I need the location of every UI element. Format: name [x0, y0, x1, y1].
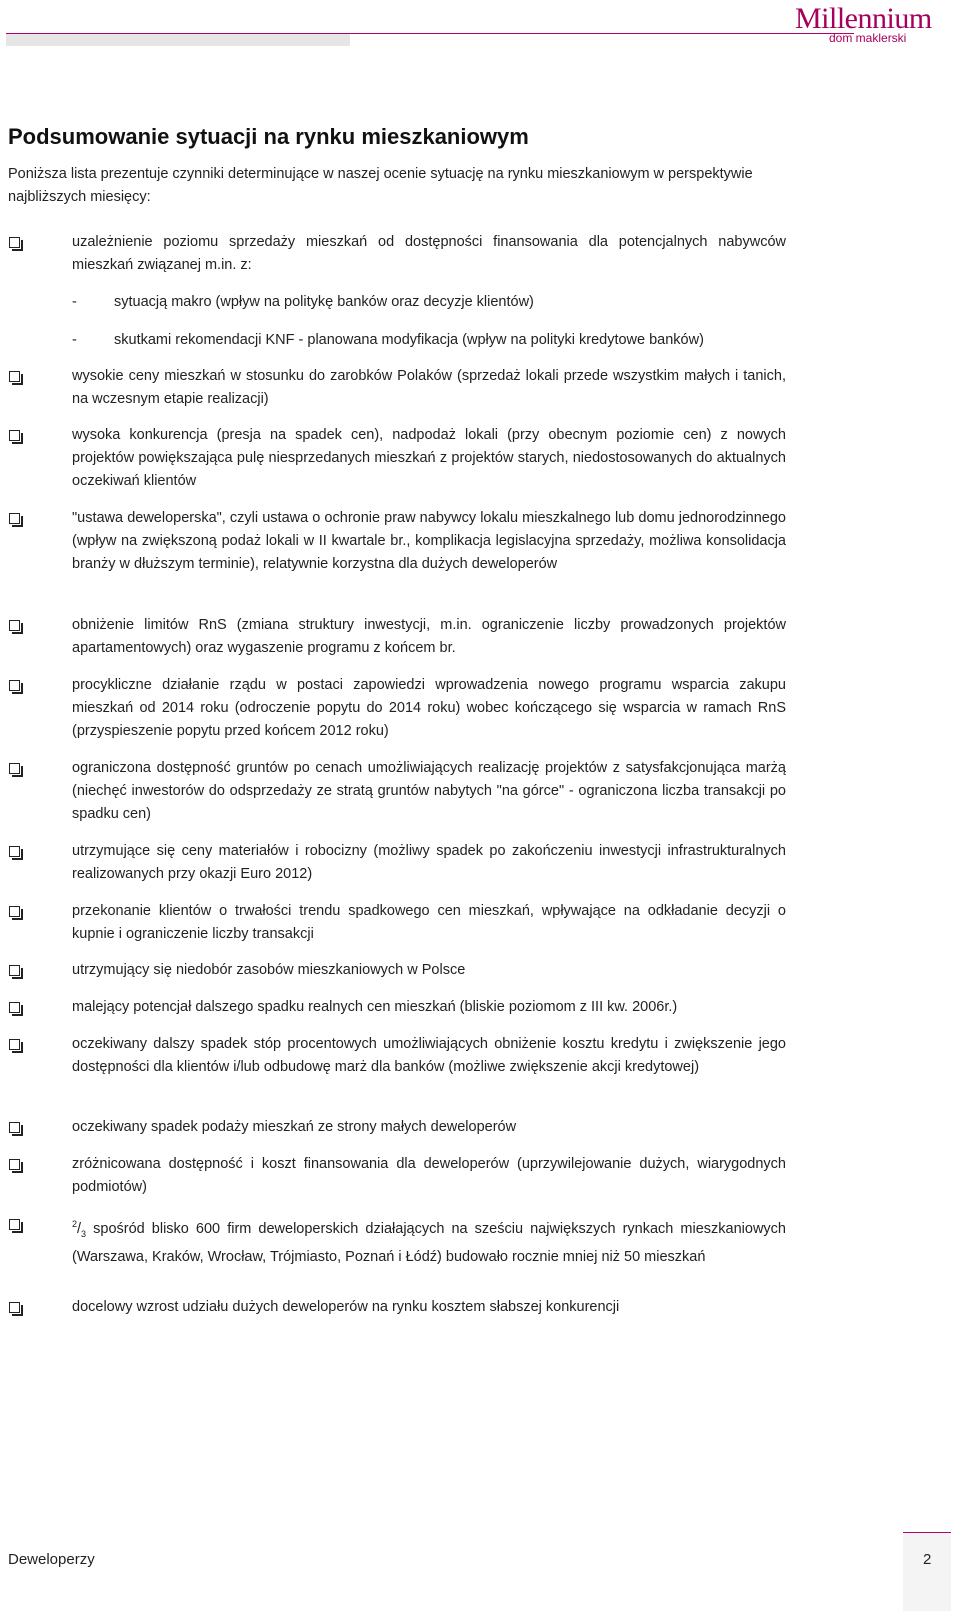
footer-section-name: Deweloperzy: [8, 1551, 95, 1568]
list-item: "ustawa deweloperska", czyli ustawa o ochronie praw nabywcy lokalu mieszkalnego lub domu jednorodzinnego (wpływ na zwiększoną podaż lokali w II kwartale br., komplikacja legislacyjna sprzedaży, możliwa konsolidacja branży w dłuższym terminie), relatywnie korzystna dla dużych deweloperów: [72, 510, 786, 572]
fraction: $^2/_3$: [72, 1219, 87, 1239]
checkbox-bullet-icon: [9, 846, 20, 857]
header-gray-band: [6, 34, 350, 46]
page-title: Podsumowanie sytuacji na rynku mieszkaniowym: [8, 124, 529, 149]
checkbox-bullet-icon: [9, 371, 20, 382]
checkbox-bullet-icon: [9, 1159, 20, 1170]
checkbox-bullet-icon: [9, 513, 20, 524]
logo-subtitle: dom maklerski: [829, 31, 907, 45]
list-item: procykliczne działanie rządu w postaci zapowiedzi wprowadzenia nowego programu wsparcia zakupu mieszkań od 2014 roku (odroczenie popytu do 2014 roku) wobec kończącego się wsparcia w ramach RnS (przyspieszenie popytu przed końcem 2012 roku): [72, 677, 786, 739]
list-item: wysoka konkurencja (presja na spadek cen), nadpodaż lokali (przy obecnym poziomie cen) z nowych projektów powiększająca pulę niesprzedanych mieszkań z projektów starych, niedostosowanych do aktualnych oczekiwań klientów: [72, 427, 786, 489]
logo-wordmark: Millennium: [795, 2, 932, 35]
checkbox-bullet-icon: [9, 620, 20, 631]
footer-page-box: [903, 1532, 951, 1611]
fraction-denominator: 3: [81, 1228, 87, 1239]
checkbox-bullet-icon: [9, 680, 20, 691]
sub-list-item: skutkami rekomendacji KNF - planowana modyfikacja (wpływ na polityki kredytowe banków): [114, 332, 704, 348]
checkbox-bullet-icon: [9, 1039, 20, 1050]
checkbox-bullet-icon: [9, 763, 20, 774]
fraction-numerator: 2: [72, 1219, 78, 1229]
checkbox-bullet-icon: [9, 965, 20, 976]
checkbox-bullet-icon: [9, 906, 20, 917]
dash-bullet: -: [72, 332, 77, 348]
intro-paragraph: Poniższa lista prezentuje czynniki determinujące w naszej ocenie sytuację na rynku mieszkaniowym w perspektywie najbliższych miesięcy:: [8, 166, 753, 205]
list-item-text: spośród blisko 600 firm deweloperskich działających na sześciu największych rynkach mieszkaniowych (Warszawa, Kraków, Wrocław, Trójmiasto, Poznań i Łódź) budowało rocznie mniej niż 50 mieszkań: [72, 1220, 786, 1265]
list-item: malejący potencjał dalszego spadku realnych cen mieszkań (bliskie poziomom z III kw. 2006r.): [72, 999, 678, 1015]
list-item: obniżenie limitów RnS (zmiana struktury inwestycji, m.in. ograniczenie liczby prowadzonych projektów apartamentowych) oraz wygaszenie programu z końcem br.: [72, 617, 786, 656]
checkbox-bullet-icon: [9, 1002, 20, 1013]
page-number: 2: [923, 1551, 932, 1568]
checkbox-bullet-icon: [9, 237, 20, 248]
list-item: przekonanie klientów o trwałości trendu spadkowego cen mieszkań, wpływające na odkładanie decyzji o kupnie i ograniczenie liczby transakcji: [72, 903, 786, 942]
list-item: [72, 1213, 786, 1269]
checkbox-bullet-icon: [9, 1302, 20, 1313]
checkbox-bullet-icon: [9, 430, 20, 441]
list-item: zróżnicowana dostępność i koszt finansowania dla deweloperów (uprzywilejowanie dużych, wiarygodnych podmiotów): [72, 1156, 786, 1195]
dash-bullet: -: [72, 294, 77, 310]
millennium-logo: [795, 2, 955, 46]
list-item: utrzymujący się niedobór zasobów mieszkaniowych w Polsce: [72, 962, 466, 978]
list-item: docelowy wzrost udziału dużych deweloperów na rynku kosztem słabszej konkurencji: [72, 1299, 620, 1315]
sub-list-item: sytuacją makro (wpływ na politykę banków oraz decyzje klientów): [114, 294, 534, 310]
list-item: ograniczona dostępność gruntów po cenach umożliwiających realizację projektów z satysfakcjonująca marżą (niechęć inwestorów do odsprzedaży ze stratą gruntów nabytych "na górce" - ograniczona liczba transakcji po spadku cen): [72, 760, 786, 822]
list-item: wysokie ceny mieszkań w stosunku do zarobków Polaków (sprzedaż lokali przede wszystkim małych i tanich, na wczesnym etapie realizacji): [72, 368, 786, 407]
list-item: utrzymujące się ceny materiałów i robocizny (możliwy spadek po zakończeniu inwestycji infrastrukturalnych realizowanych przy okazji Euro 2012): [72, 843, 786, 882]
checkbox-bullet-icon: [9, 1219, 20, 1230]
list-item: oczekiwany dalszy spadek stóp procentowych umożliwiających obniżenie kosztu kredytu i zwiększenie jego dostępności dla klientów i/lub odbudowę marż dla banków (możliwe zwiększenie akcji kredytowej): [72, 1036, 786, 1075]
footer-accent-line: [903, 1532, 951, 1533]
list-item: oczekiwany spadek podaży mieszkań ze strony małych deweloperów: [72, 1119, 517, 1135]
checkbox-bullet-icon: [9, 1122, 20, 1133]
list-item: uzależnienie poziomu sprzedaży mieszkań od dostępności finansowania dla potencjalnych nabywców mieszkań związanej m.in. z:: [72, 234, 786, 273]
